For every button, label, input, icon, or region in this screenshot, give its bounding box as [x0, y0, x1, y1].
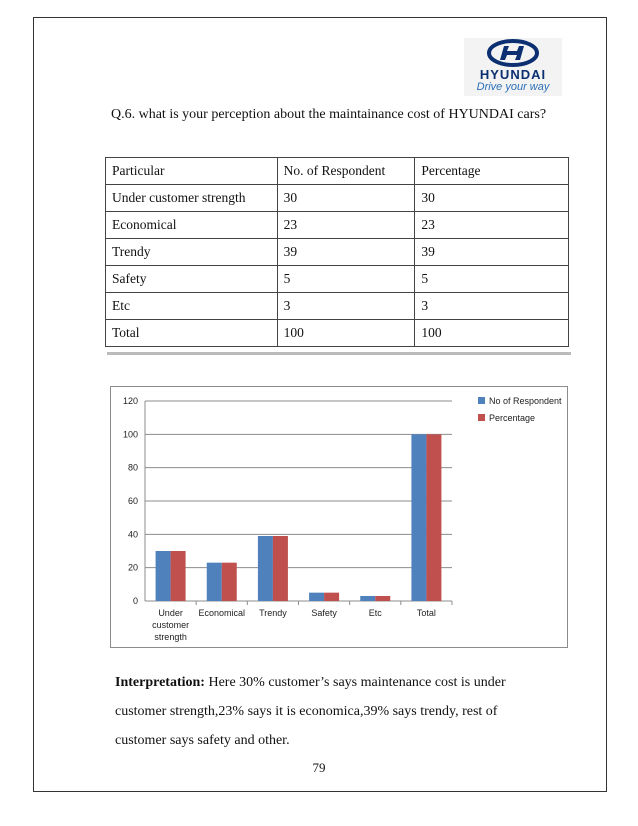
table-cell: Under customer strength: [106, 185, 278, 212]
bar-percentage: [324, 593, 339, 601]
table-cell: Etc: [106, 293, 278, 320]
legend-label: No of Respondent: [489, 396, 562, 406]
y-tick-label: 100: [122, 429, 138, 440]
y-tick-label: 60: [127, 496, 138, 506]
table-header-row: [106, 158, 569, 185]
table-cell: Total: [106, 320, 278, 347]
x-tick-label: Trendy: [259, 608, 287, 618]
table-header-cell: Particular: [106, 158, 278, 185]
respondent-table: [105, 157, 569, 347]
table-cell: 30: [277, 185, 415, 212]
x-tick-label: Total: [416, 608, 436, 618]
bar-respondent: [411, 434, 426, 601]
bar-respondent: [309, 593, 324, 601]
logo-brand-text: HYUNDAI: [479, 67, 547, 82]
interpretation-text: Here 30% customer’s says maintenance cost is under customer strength,23% says it is economica,39% says trendy, rest of customer says safety and other.: [115, 675, 506, 748]
table-row: [106, 212, 569, 239]
table-cell: 5: [415, 266, 569, 293]
y-tick-label: 0: [132, 596, 138, 606]
table-cell: 39: [277, 239, 415, 266]
legend-swatch: [478, 414, 485, 421]
page-number: 79: [312, 760, 326, 775]
bar-percentage: [222, 563, 237, 601]
table-header-cell: Percentage: [415, 158, 569, 185]
y-tick-label: 80: [127, 462, 138, 473]
bar-percentage: [375, 596, 390, 601]
table-cell: 3: [277, 293, 415, 320]
bar-percentage: [171, 551, 186, 601]
table-cell: 23: [277, 212, 415, 239]
question-text: Q.6. what is your perception about the maintainance cost of HYUNDAI cars?: [111, 107, 547, 122]
y-tick-label: 120: [122, 396, 138, 406]
bar-percentage: [426, 434, 441, 601]
table-row: [106, 239, 569, 266]
x-tick-label: Etc: [368, 608, 382, 618]
table-cell: 100: [415, 320, 569, 347]
table-cell: Economical: [106, 212, 278, 239]
table-row: [106, 185, 569, 212]
hyundai-emblem-icon: [464, 38, 562, 68]
hyundai-logo: [464, 38, 562, 96]
legend-label: Percentage: [489, 413, 536, 423]
x-tick-label: customer: [152, 620, 190, 630]
y-tick-label: 40: [127, 529, 138, 540]
legend-swatch: [478, 397, 485, 404]
logo-tagline: Drive your way: [476, 81, 550, 93]
table-row: [106, 293, 569, 320]
x-tick-label: Safety: [311, 608, 337, 618]
table-row: [106, 266, 569, 293]
x-tick-label: strength: [154, 632, 187, 642]
x-tick-label: Under: [158, 608, 183, 618]
bar-chart: [110, 386, 568, 648]
table-header-cell: No. of Respondent: [277, 158, 415, 185]
bar-respondent: [207, 563, 222, 601]
table-cell: Trendy: [106, 239, 278, 266]
table-cell: 100: [277, 320, 415, 347]
chart-svg: [111, 387, 567, 647]
table-cell: 30: [415, 185, 569, 212]
table-cell: 5: [277, 266, 415, 293]
bar-respondent: [258, 536, 273, 601]
y-tick-label: 20: [127, 562, 138, 573]
bar-percentage: [273, 536, 288, 601]
interpretation-label: Interpretation:: [115, 675, 205, 690]
table-row: [106, 320, 569, 347]
table-shadow: [107, 352, 571, 355]
bar-respondent: [156, 551, 171, 601]
table-cell: 39: [415, 239, 569, 266]
bar-respondent: [360, 596, 375, 601]
table-cell: Safety: [106, 266, 278, 293]
table-cell: 3: [415, 293, 569, 320]
x-tick-label: Economical: [198, 608, 246, 618]
table-cell: 23: [415, 212, 569, 239]
interpretation-paragraph: [115, 668, 535, 755]
